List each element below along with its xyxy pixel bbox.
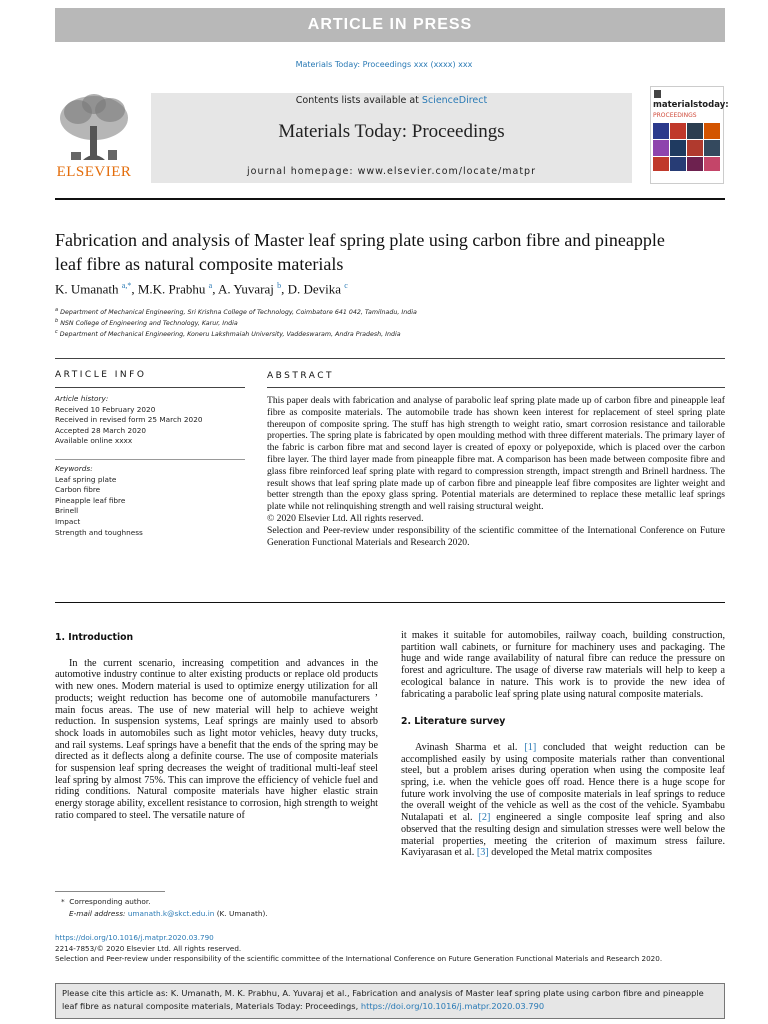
bottom-peer-review: Selection and Peer-review under responsibility of the scientific committee of the International Conference on Future Generation Functional Materials and Research 2020. [55,954,663,963]
journal-cover-thumbnail [650,86,729,184]
bottom-meta [55,933,735,965]
article-history [55,394,245,447]
author-affiliation-link[interactable]: a [208,281,213,290]
keyword: Leaf spring plate [55,474,117,484]
keyword: Carbon fibre [55,485,101,495]
right-column [401,630,725,859]
article-in-press-banner: ARTICLE IN PRESS [55,8,725,42]
sciencedirect-link[interactable]: ScienceDirect [421,95,488,106]
introduction-heading: 1. Introduction [55,632,134,643]
email-label: E-mail address: [69,909,128,918]
author-separator: , [131,281,138,297]
affiliation-marker: a [55,307,59,313]
email-link[interactable]: umanath.k@skct.edu.in [127,909,215,918]
keywords-label: Keywords: [55,464,93,473]
cover-collage-icon [653,123,721,173]
article-title: Fabrication and analysis of Master leaf spring plate using carbon fibre and pineapple leaf fibre as natural composite materials [55,230,665,274]
cover-title: materialstoday: [653,100,729,110]
keywords [55,464,245,538]
email-suffix: (K. Umanath). [214,909,268,918]
footnote-marker: * [61,897,65,906]
lit-text: developed the Metal matrix composites [488,847,652,859]
cover-badge-icon [654,90,661,98]
journal-homepage[interactable]: journal homepage: www.elsevier.com/locate/matpr [247,166,536,177]
affiliation [55,329,401,338]
author-separator: , [212,281,218,297]
literature-survey-text [401,742,725,859]
author: A. Yuvaraj [218,281,274,297]
author-separator: , [281,281,288,297]
affiliation-marker: b [55,318,59,324]
lit-text: concluded that weight reduction can be accomplished easily by using composite materials rather than conventional steel, but a problem arises during operation when using the composite leaf spring, i.e. when the vehicle goes off road. Hence there is a huge scope for future work involving the use of composite materials in leaf springs to reduce the overall weight of the vehicle as well as the cost of the vehicle. Syambabu Nutalapati et al. [401,741,725,824]
article-info-heading: ARTICLE INFO [55,370,147,380]
reference-link[interactable]: [2] [478,812,491,824]
affiliation-text: Department of Mechanical Engineering, Koneru Lakshmaiah University, Vaddeswaram, Andra Pradesh, India [59,331,401,339]
introduction-text: In the current scenario, increasing competition and advances in the automotive industry continue to alter existing products or replace old products with new ones. Modern material is used to optimize energy utilization for all products; weight reduction has become one of automobile manufacturers ’ main focus areas. The use of new material will help to achieve weight reduction. In suspension systems, Leaf springs are mainly used to absorb shock loads in automobiles such as light motor vehicles, heavy duty trucks, and rail systems. Leaf springs have a benefit that the ends of the spring may be directed as it deflects along a definite course. The use of composite materials for suspension leaf spring decreases the weight of traditional multi-leaf steel leaf spring by almost 75%. This can improve the efficiency of vehicle fuel and riding conditions. Natural composite materials have higher elastic strain energy storage ability, excellent resistance to corrosion, high strength to weight ratio compared to steel. The versatile nature of [55,657,378,821]
left-column [55,632,378,822]
reference-link[interactable]: [3] [476,847,489,859]
citation-doi-link[interactable]: https://doi.org/10.1016/j.matpr.2020.03.790 [360,1001,545,1011]
abstract-rule [267,387,725,388]
lit-text: Avinash Sharma et al. [415,741,525,753]
info-rule [55,387,245,388]
author-affiliation-link[interactable]: c [344,281,348,290]
footnote-rule [55,891,165,892]
literature-survey-heading: 2. Literature survey [401,716,506,728]
keyword: Strength and toughness [55,527,143,537]
peer-review-note: Selection and Peer-review under responsibility of the scientific committee of the International Conference on Future Generation Functional Materials and Research 2020. [267,524,725,548]
history-item: Accepted 28 March 2020 [55,425,147,435]
keyword: Impact [55,516,81,526]
cover-subtitle: PROCEEDINGS [653,112,697,119]
header-rule [55,198,725,200]
keyword: Pineapple leaf fibre [55,495,126,505]
history-item: Available online xxxx [55,436,133,446]
abstract-heading: ABSTRACT [267,371,335,381]
citation-text: Please cite this article as: K. Umanath, M. K. Prabhu, A. Yuvaraj et al., Fabrication and analysis of Master leaf spring plate using carbon fibre and pineapple leaf fibre as natural composite materials, Materials Today: Proceedings, [62,988,704,1011]
info-divider [55,459,245,460]
author: K. Umanath [55,281,119,297]
affiliation [55,307,417,316]
abstract-bottom-rule [55,602,725,603]
citation-box [55,983,725,1019]
author-affiliation-link[interactable]: b [277,281,282,290]
affiliation [55,318,238,327]
affiliation-text: NSN College of Engineering and Technology, Karur, India [60,320,238,328]
copyright: © 2020 Elsevier Ltd. All rights reserved. [267,512,424,524]
affiliation-marker: c [55,329,58,335]
contents-prefix: Contents lists available at [295,95,422,106]
footnote [55,896,395,920]
author-list [55,281,348,297]
journal-title: Materials Today: Proceedings [278,121,505,142]
doi-link[interactable]: https://doi.org/10.1016/j.matpr.2020.03.790 [55,933,214,942]
journal-reference-link[interactable]: Materials Today: Proceedings xxx (xxxx) xxx [295,60,473,69]
introduction-continued: it makes it suitable for automobiles, railway coach, building construction, partition wall cabinets, or furniture for machinery uses and packaging. The huge and wide range availability of natural fibre can reduce the pressure on forest and agriculture. The usage of diverse raw materials will help to keep a ecological balance in nature. This work is to provide the new idea of fabricating a parabolic leaf spring plate using natural composite materials. [401,630,725,700]
journal-header [151,93,632,183]
issn-line: 2214-7853/© 2020 Elsevier Ltd. All rights reserved. [55,943,242,953]
keyword: Brinell [55,506,79,516]
author: M.K. Prabhu [137,281,206,297]
history-item: Received in revised form 25 March 2020 [55,415,203,425]
abstract-text: This paper deals with fabrication and analyse of parabolic leaf spring plate made up of carbon fibre and pineapple leaf fibre as composite materials. The automobile trade has shown keen interest for replacement of steel spring plate thereupon of composite spring. The stuff has high strength to weight ratio, smart corrosion resistance and tailorable properties. The spring plate is fabricated by open moulding method with three different materials. The primary layer of the fabric is carbon fibre mat and second layer is created of epoxy or polyepoxide, which is placed over the carbon fibre layer. The third layer made from pineapple fibre mat. A comparison has been made between composite fibre and glass fibre reinforced leaf spring plate with regard to compression strength, impact strength and Brinell hardness. The result shows that leaf spring plate made up of carbon fibre and pineapple leaf fibre composites are lighter weight and better strength than the epoxy glass spring. Potential materials are determined to replace these metallic leaf springs plate while not relinquishing strength and well raising structural weight. [267,395,725,513]
author-affiliation-link[interactable]: a,* [121,281,132,290]
lit-text: engineered a single composite leaf spring and also observed that the resulting design and simulation stresses were well below the material properties, meeting the criterion of maximum stress failure. Kaviyarasan et al. [401,812,725,859]
author: D. Devika [287,281,342,297]
corresponding-label: Corresponding author. [69,897,151,906]
email-line [55,908,395,920]
section-rule [55,358,725,359]
history-item: Received 10 February 2020 [55,404,156,414]
elsevier-wordmark: ELSEVIER [56,164,132,180]
history-label: Article history: [55,394,109,403]
reference-link[interactable]: [1] [524,741,537,753]
abstract-body [267,395,725,548]
contents-line [151,95,632,106]
corresponding-author-note [55,896,395,908]
affiliation-text: Department of Mechanical Engineering, Sri Krishna College of Technology, Coimbatore 641 042, Tamilnadu, India [60,309,417,317]
